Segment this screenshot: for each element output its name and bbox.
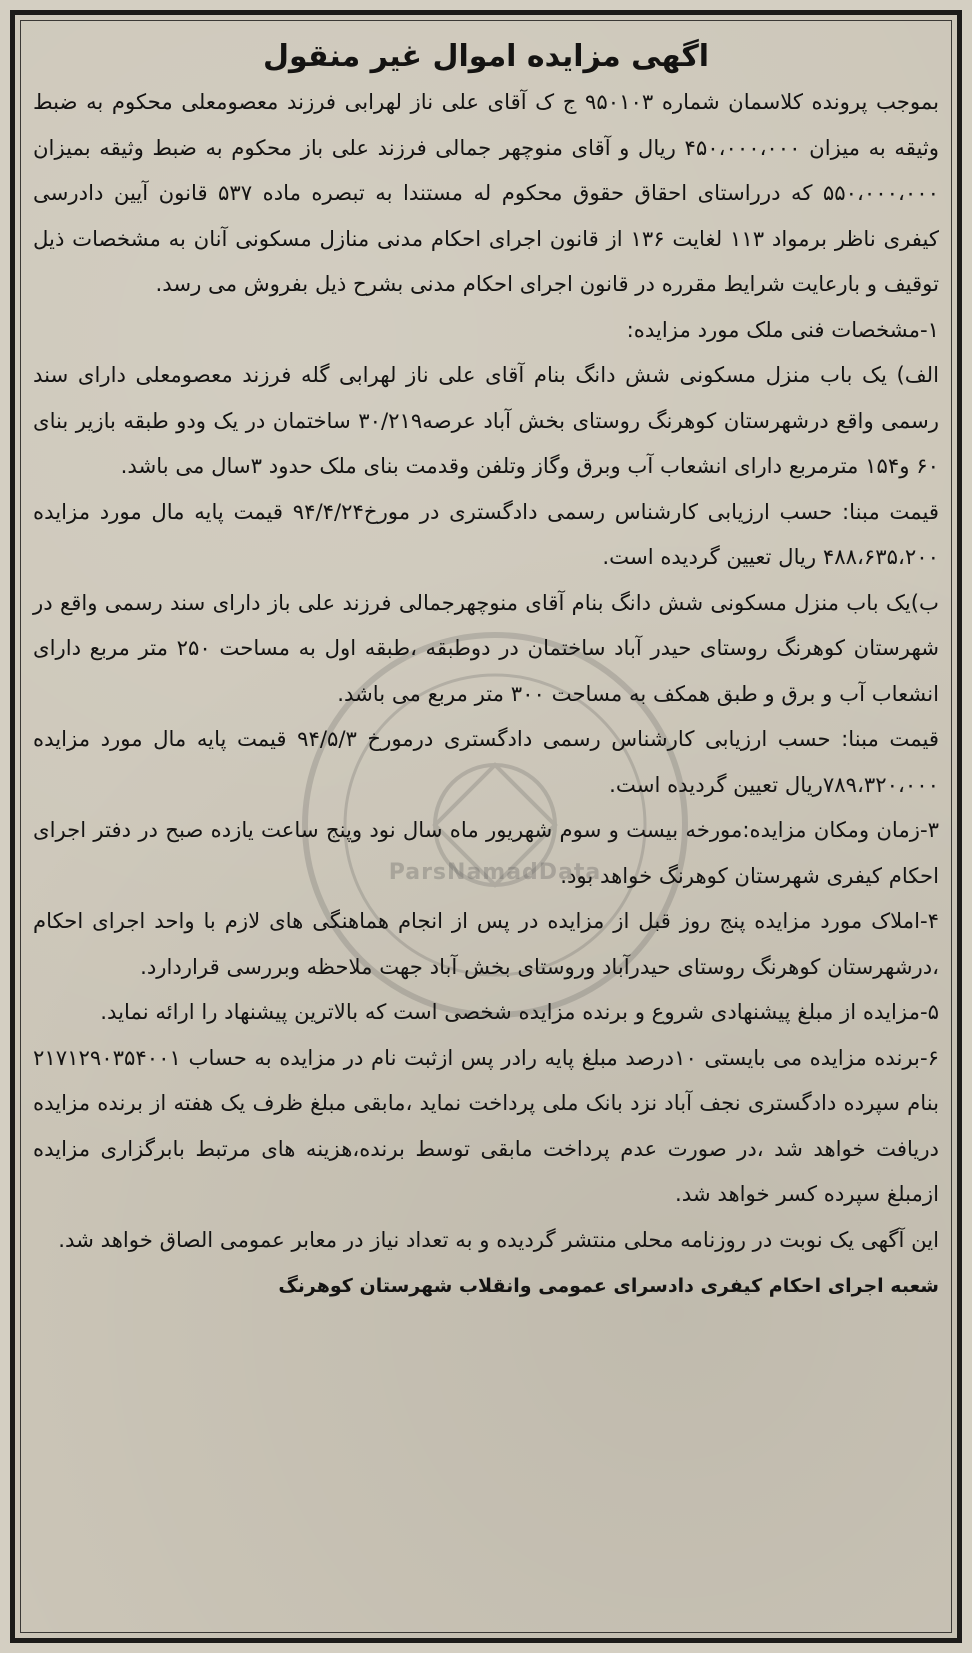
paragraph-property-a: الف) یک باب منزل مسکونی شش دانگ بنام آقای علی ناز لهرابی گله فرزند معصومعلی دارای سند رسمی واقع درشهرستان کوهرنگ روستای بخش آباد عرصه۳۰/۲۱۹ ساختمان در یک ودو طبقه بازیر بنای ۶۰ و۱۵۴ مترمربع دارای انشعاب آب وبرق وگاز وتلفن وقدمت بنای ملک حدود ۳سال می باشد.: [33, 362, 939, 478]
paragraph-auction-time-place: ۳-زمان ومکان مزایده:مورخه بیست و سوم شهریور ماه سال نود وپنج ساعت یازده صبح در دفتر اجرای احکام کیفری شهرستان کوهرنگ خواهد بود.: [33, 817, 939, 888]
notice-title: اگهی مزایده اموال غیر منقول: [262, 39, 710, 74]
notice-signature: شعبه اجرای احکام کیفری دادسرای عمومی وانقلاب شهرستان کوهرنگ: [278, 1275, 939, 1297]
paragraph-property-b: ب)یک باب منزل مسکونی شش دانگ بنام آقای منوچهرجمالی فرزند علی باز دارای سند رسمی واقع در شهرستان کوهرنگ روستای حیدر آباد ساختمان در دوطبقه ،طبقه اول به مساحت ۲۵۰ متر مربع دارای انشعاب آب و برق و طبق همکف به مساحت ۳۰۰ متر مربع می باشد.: [33, 589, 940, 706]
paragraph-publication: این آگهی یک نوبت در روزنامه محلی منتشر گردیده و به تعداد نیاز در معابر عمومی الصاق خواهد شد.: [58, 1226, 939, 1252]
paragraph-bidding-rule: ۵-مزایده از مبلغ پیشنهادی شروع و برنده مزایده شخصی است که بالاترین پیشنهاد را ارائه نماید.: [100, 999, 939, 1024]
paragraph-payment-terms: ۶-برنده مزایده می بایستی ۱۰درصد مبلغ پایه رادر پس ازثبت نام در مزایده به حساب ۲۱۷۱۲۹۰۳۵۴۰۰۱ بنام سپرده دادگستری نجف آباد نزد بانک ملی پرداخت نماید ،مابقی مبلغ ظرف یک هفته از برنده مزایده دریافت خواهد شد ،در صورت عدم پرداخت مابقی توسط برنده،هزینه های مرتبط بابرگزاری مزایده ازمبلغ سپرده کسر خواهد شد.: [33, 1044, 939, 1206]
notice-body: [33, 37, 939, 1308]
paragraph-base-price-b: قیمت مبنا: حسب ارزیابی کارشناس رسمی دادگستری درمورخ ۹۴/۵/۳ قیمت پایه مال مورد مزایده ۷۸۹،۳۲۰،۰۰۰ریال تعیین گردیده است.: [33, 726, 939, 797]
notice-frame: [10, 10, 962, 1643]
paragraph-section-1-heading: ۱-مشخصات فنی ملک مورد مزایده:: [626, 316, 939, 342]
paragraph-inspection: ۴-املاک مورد مزایده پنج روز قبل از مزایده در پس از انجام هماهنگی های لازم با واحد اجرای احکام ،درشهرستان کوهرنگ روستای حیدرآباد وروستای بخش آباد جهت ملاحظه وبررسی قراردارد.: [33, 908, 939, 979]
paragraph-intro: بموجب پرونده کلاسمان شماره ۹۵۰۱۰۳ ج ک آقای علی ناز لهرابی فرزند معصومعلی محکوم به ضبط وثیقه به میزان ۴۵۰،۰۰۰،۰۰۰ ریال و آقای منوچهر جمالی فرزند علی باز محکوم به ضبط وثیقه بمیزان ۵۵۰،۰۰۰،۰۰۰ که درراستای احقاق حقوق محکوم له مستندا به تبصره ماده ۵۳۷ قانون آیین دادرسی کیفری ناظر برمواد ۱۱۳ لغایت ۱۳۶ از قانون اجرای احکام مدنی منازل مسکونی آنان به مشخصات ذیل توقیف و بارعایت شرایط مقرره در قانون اجرای احکام مدنی بشرح ذیل بفروش می رسد.: [33, 89, 940, 296]
paragraph-base-price-a: قیمت مبنا: حسب ارزیابی کارشناس رسمی دادگستری در مورخ۹۴/۴/۲۴ قیمت پایه مال مورد مزایده ۴۸۸،۶۳۵،۲۰۰ ریال تعیین گردیده است.: [33, 498, 939, 569]
watermark-text: ParsNamadData: [388, 860, 602, 885]
